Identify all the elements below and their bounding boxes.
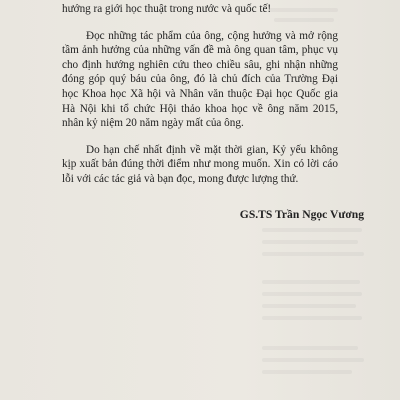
- body-text: [62, 2, 338, 187]
- author-signature: GS.TS Trần Ngọc Vương: [239, 208, 364, 221]
- paragraph-continuation: hướng ra giới học thuật trong nước và quốc tế!: [62, 3, 272, 15]
- paragraph-purpose: Đọc những tác phẩm của ông, cộng hưởng và mở rộng tầm ảnh hưởng của những vấn đề mà ông quan tâm, phục vụ cho định hướng nghiên cứu theo chiều sâu, ghi nhận những đóng góp quý báu của ông, đó là chủ đích của Trường Đại học Khoa học Xã hội và Nhân văn thuộc Đại học Quốc gia Hà Nội khi tổ chức Hội thảo khoa học về ông năm 2015, nhân kỷ niệm 20 năm ngày mất của ông.: [62, 29, 338, 130]
- paragraph-apology: Do hạn chế nhất định về mặt thời gian, Kỷ yếu không kịp xuất bản đúng thời điểm như mong muốn. Xin có lời cáo lỗi với các tác giả và bạn đọc, mong được lượng thứ.: [62, 143, 338, 185]
